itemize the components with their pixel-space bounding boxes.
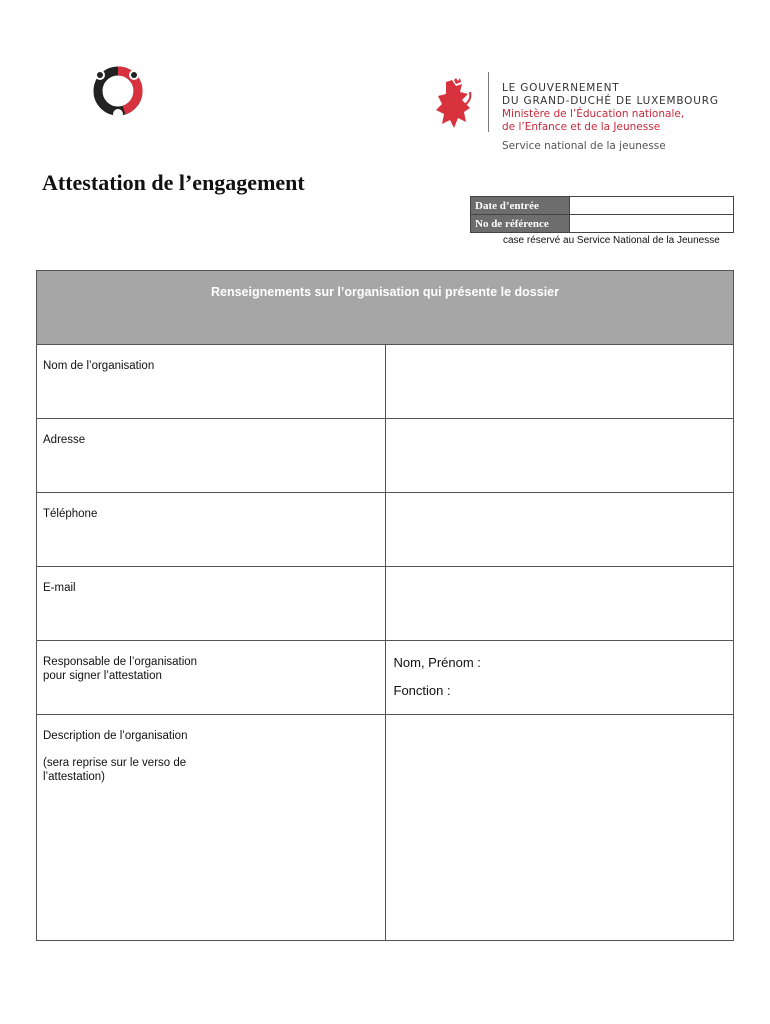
- page-title: Attestation de l’engagement: [42, 170, 305, 195]
- responsible-label-line-1: Responsable de l’organisation: [43, 656, 198, 668]
- description-label-title: Description de l’organisation: [43, 730, 188, 742]
- phone-label: Téléphone: [37, 493, 386, 567]
- service-name: Service national de la jeunesse: [502, 140, 666, 152]
- organisation-form: [36, 270, 734, 941]
- address-field[interactable]: [385, 419, 734, 493]
- section-title: Renseignements sur l’organisation qui présente le dossier: [37, 271, 734, 345]
- description-label: [37, 715, 386, 941]
- responsible-label-line-2: pour signer l’attestation: [43, 670, 162, 682]
- ministry-line-2: de l’Enfance et de la Jeunesse: [502, 121, 661, 133]
- date-entry-label: Date d’entrée: [471, 197, 570, 215]
- responsible-field[interactable]: [385, 641, 734, 715]
- org-name-field[interactable]: [385, 345, 734, 419]
- reference-box: [470, 196, 734, 233]
- function-label: Fonction :: [393, 683, 451, 698]
- email-field[interactable]: [385, 567, 734, 641]
- gov-line-1: LE GOUVERNEMENT: [502, 82, 620, 94]
- reference-number-field[interactable]: [570, 215, 734, 233]
- email-label: E-mail: [37, 567, 386, 641]
- responsible-label: [37, 641, 386, 715]
- organisation-logo: [86, 62, 150, 120]
- phone-field[interactable]: [385, 493, 734, 567]
- org-name-label: Nom de l’organisation: [37, 345, 386, 419]
- name-firstname-label: Nom, Prénom :: [393, 655, 481, 670]
- government-header: [432, 72, 722, 162]
- date-entry-field[interactable]: [570, 197, 734, 215]
- description-note-line-2: l’attestation): [43, 771, 106, 783]
- description-field[interactable]: [385, 715, 734, 941]
- reference-number-label: No de référence: [471, 215, 570, 233]
- address-label: Adresse: [37, 419, 386, 493]
- gov-line-2: DU GRAND-DUCHÉ DE LUXEMBOURG: [502, 95, 719, 107]
- ministry-line-1: Ministère de l’Éducation nationale,: [502, 108, 685, 120]
- reference-note: case réservé au Service National de la Jeunesse: [503, 235, 720, 246]
- lion-emblem-icon: [432, 78, 476, 130]
- header-separator: [488, 72, 489, 132]
- description-note-line-1: (sera reprise sur le verso de: [43, 757, 187, 769]
